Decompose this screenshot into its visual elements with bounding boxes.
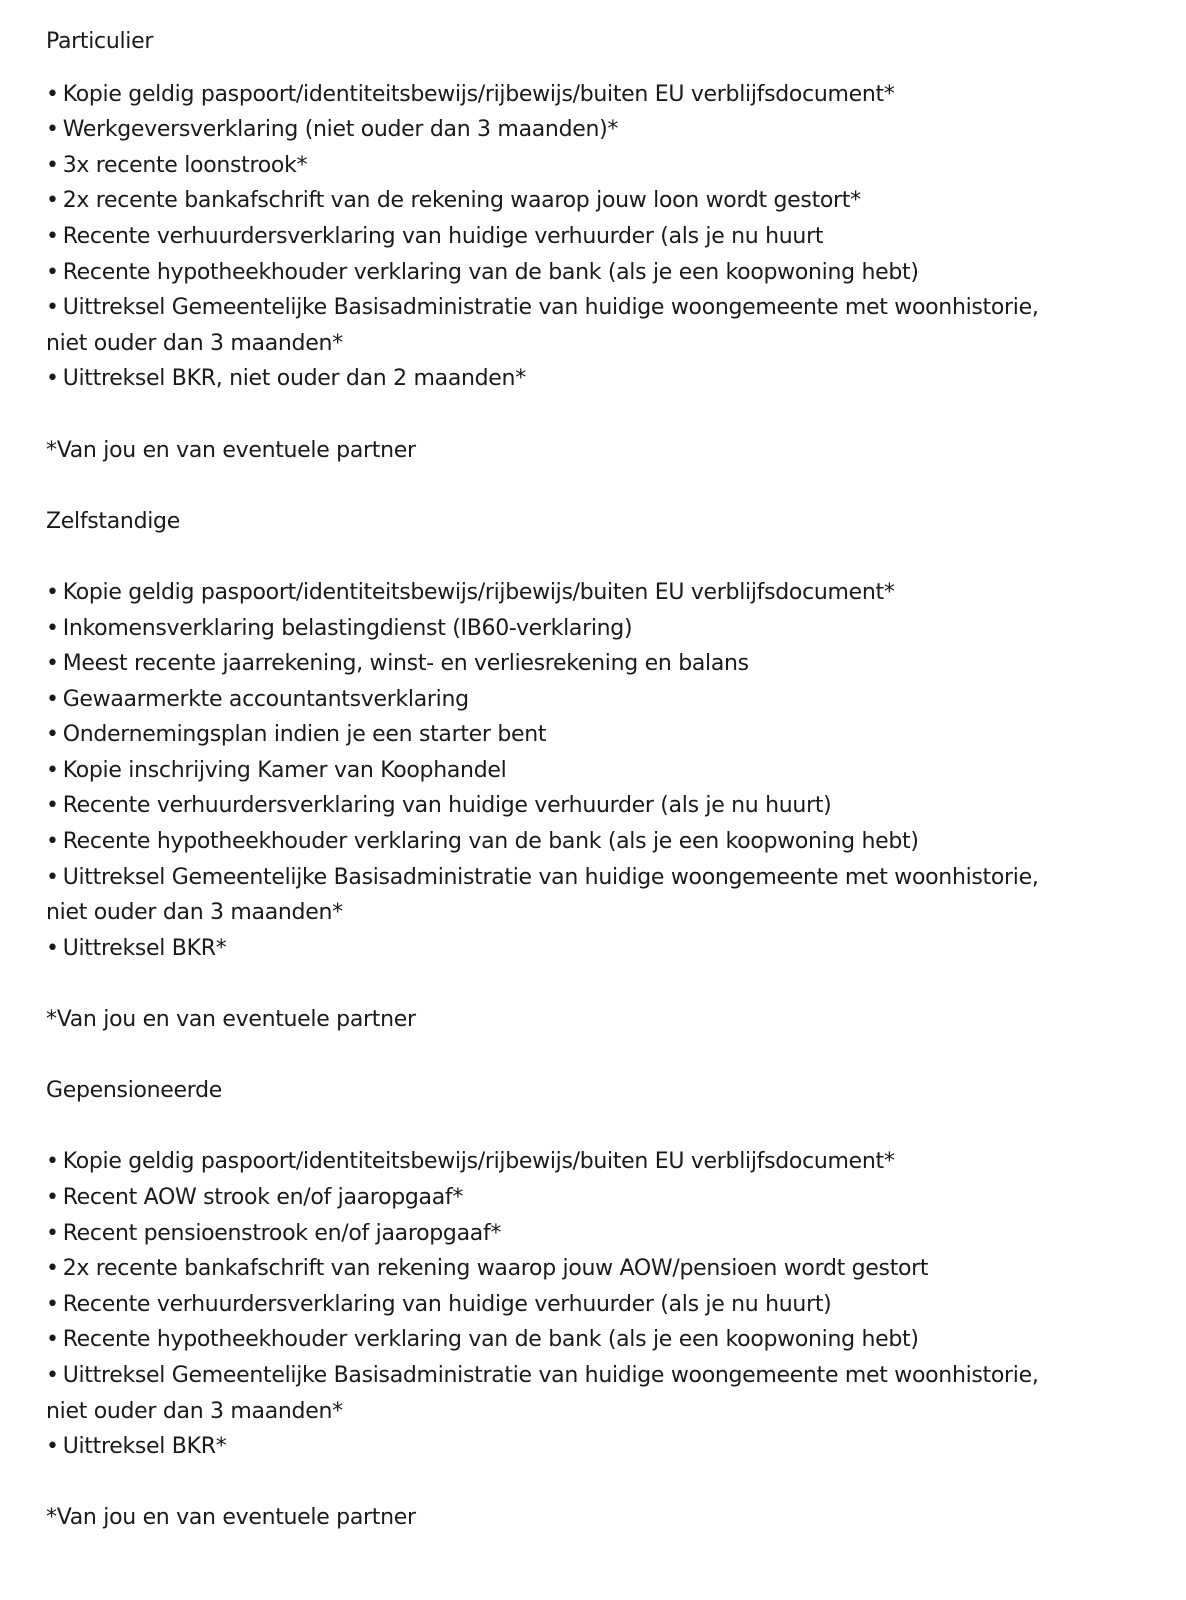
list-item: • Gewaarmerkte accountantsverklaring	[46, 682, 1146, 718]
bullet-icon: •	[46, 829, 59, 855]
list-item: • Ondernemingsplan indien je een starter bent	[46, 717, 1146, 753]
list-item: • Recent pensioenstrook en/of jaaropgaaf*	[46, 1216, 1146, 1252]
bullet-icon: •	[46, 81, 59, 107]
list-item: • Meest recente jaarrekening, winst- en verliesrekening en balans	[46, 646, 1146, 682]
bullet-icon: •	[46, 579, 59, 605]
section-gepensioneerde	[46, 1073, 1146, 1536]
bullet-icon: •	[46, 152, 59, 178]
list-item: • Recente hypotheekhouder verklaring van de bank (als je een koopwoning hebt)	[46, 255, 1146, 291]
bullet-icon: •	[46, 651, 59, 677]
bullet-icon: •	[46, 295, 59, 321]
list-item: • Kopie inschrijving Kamer van Koophandel	[46, 753, 1146, 789]
list-item: • Recente hypotheekhouder verklaring van de bank (als je een koopwoning hebt)	[46, 1322, 1146, 1358]
list-item: • 3x recente loonstrook*	[46, 148, 1146, 184]
document-body	[46, 24, 1146, 1536]
section-heading: Gepensioneerde	[46, 1078, 223, 1104]
list-item: • Uittreksel Gemeentelijke Basisadministratie van huidige woongemeente met woonhistorie,	[46, 860, 1146, 896]
bullet-icon: •	[46, 366, 59, 392]
bullet-icon: •	[46, 1149, 59, 1175]
list-item: • Uittreksel BKR*	[46, 1429, 1146, 1465]
list-item: • Recente hypotheekhouder verklaring van de bank (als je een koopwoning hebt)	[46, 824, 1146, 860]
bullet-icon: •	[46, 757, 59, 783]
bullet-icon: •	[46, 117, 59, 143]
list-item: • 2x recente bankafschrift van rekening waarop jouw AOW/pensioen wordt gestort	[46, 1251, 1146, 1287]
section-heading: Particulier	[46, 29, 154, 54]
section-zelfstandige	[46, 504, 1146, 1074]
list-item: • Recente verhuurdersverklaring van huidige verhuurder (als je nu huurt)	[46, 788, 1146, 824]
list-item: • Uittreksel BKR*	[46, 931, 1146, 967]
bullet-icon: •	[46, 935, 59, 961]
list-item: • Kopie geldig paspoort/identiteitsbewijs/rijbewijs/buiten EU verblijfsdocument*	[46, 575, 1146, 611]
bullet-icon: •	[46, 259, 59, 285]
bullet-icon: •	[46, 188, 59, 214]
bullet-icon: •	[46, 722, 59, 748]
list-item: • Uittreksel Gemeentelijke Basisadministratie van huidige woongemeente met woonhistorie,	[46, 290, 1146, 326]
footnote: *Van jou en van eventuele partner	[46, 1007, 416, 1033]
footnote: *Van jou en van eventuele partner	[46, 1505, 416, 1531]
list-item-continuation: niet ouder dan 3 maanden*	[46, 1398, 343, 1424]
list-item-continuation: niet ouder dan 3 maanden*	[46, 900, 343, 926]
bullet-icon: •	[46, 686, 59, 712]
list-item: • Recente verhuurdersverklaring van huidige verhuurder (als je nu huurt)	[46, 1287, 1146, 1323]
footnote: *Van jou en van eventuele partner	[46, 437, 416, 463]
list-item: • Uittreksel Gemeentelijke Basisadministratie van huidige woongemeente met woonhistorie,	[46, 1358, 1146, 1394]
list-item-continuation: niet ouder dan 3 maanden*	[46, 330, 343, 356]
list-item: • Kopie geldig paspoort/identiteitsbewijs/rijbewijs/buiten EU verblijfsdocument*	[46, 1144, 1146, 1180]
list-item: • 2x recente bankafschrift van de rekening waarop jouw loon wordt gestort*	[46, 183, 1146, 219]
bullet-icon: •	[46, 615, 59, 641]
bullet-icon: •	[46, 864, 59, 890]
bullet-icon: •	[46, 1256, 59, 1282]
list-item: • Recente verhuurdersverklaring van huidige verhuurder (als je nu huurt	[46, 219, 1146, 255]
bullet-icon: •	[46, 1185, 59, 1210]
section-particulier	[46, 24, 1146, 504]
section-heading: Zelfstandige	[46, 508, 180, 534]
bullet-icon: •	[46, 223, 59, 249]
list-item: • Inkomensverklaring belastingdienst (IB60-verklaring)	[46, 611, 1146, 647]
bullet-icon: •	[46, 1220, 59, 1246]
list-item: • Recent AOW strook en/of jaaropgaaf*	[46, 1180, 1146, 1216]
list-item: • Werkgeversverklaring (niet ouder dan 3 maanden)*	[46, 112, 1146, 148]
list-item: • Uittreksel BKR, niet ouder dan 2 maanden*	[46, 361, 1146, 397]
bullet-icon: •	[46, 1291, 59, 1317]
list-item: • Kopie geldig paspoort/identiteitsbewijs/rijbewijs/buiten EU verblijfsdocument*	[46, 77, 1146, 113]
bullet-icon: •	[46, 1327, 59, 1353]
bullet-icon: •	[46, 793, 59, 819]
bullet-icon: •	[46, 1362, 59, 1388]
bullet-icon: •	[46, 1434, 59, 1460]
